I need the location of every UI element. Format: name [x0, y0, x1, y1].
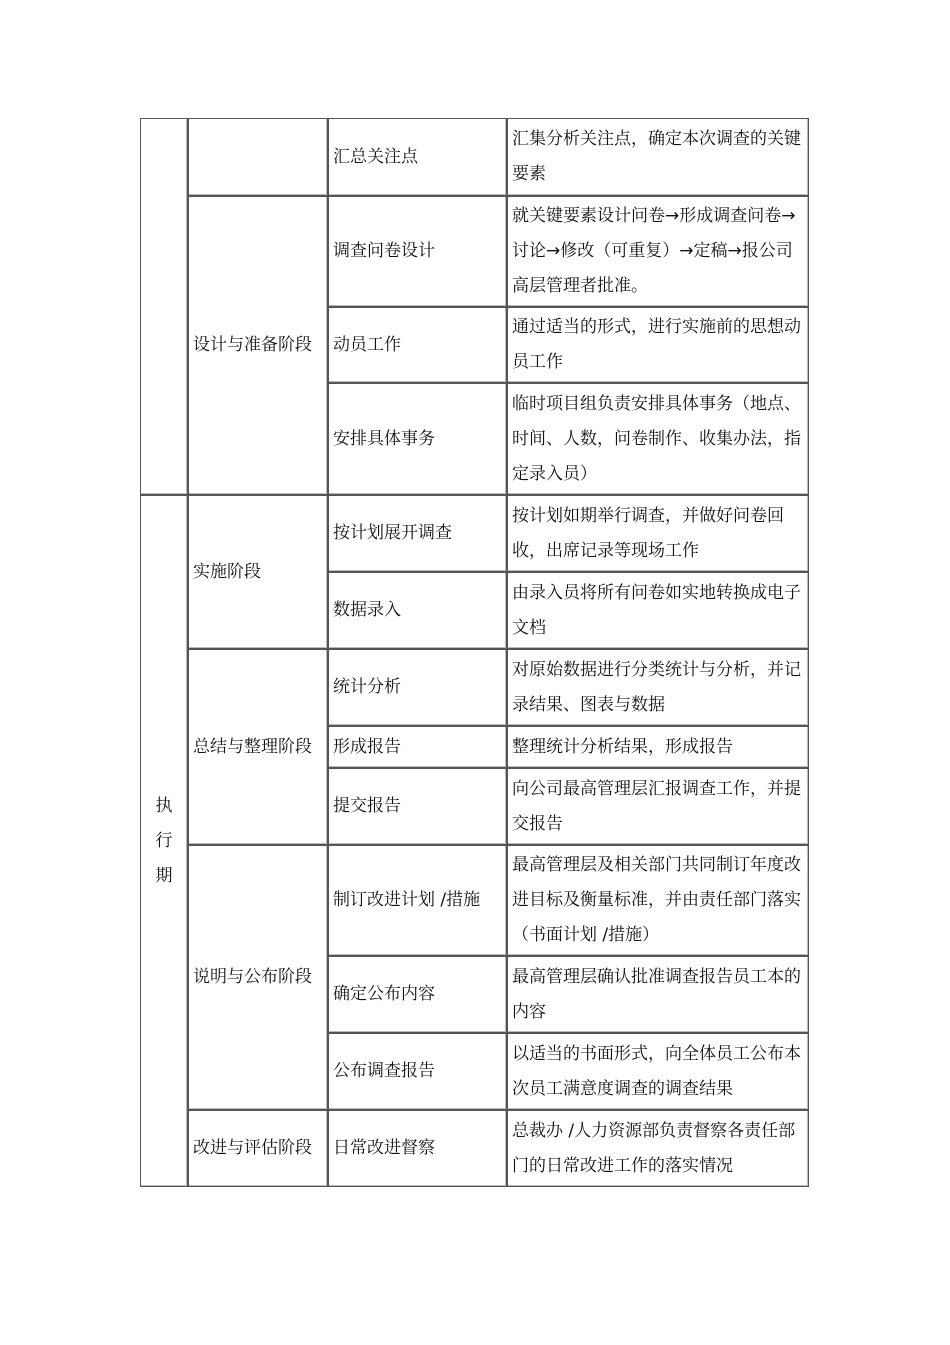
- period-label: 执行期: [155, 795, 173, 886]
- step-cell: 安排具体事务: [328, 383, 507, 495]
- step-cell: 统计分析: [328, 649, 507, 726]
- step-cell: 调查问卷设计: [328, 196, 507, 307]
- desc-cell: 以适当的书面形式，向全体员工公布本次员工满意度调查的调查结果: [507, 1033, 809, 1110]
- step-cell: 数据录入: [328, 572, 507, 649]
- desc-cell: 由录入员将所有问卷如实地转换成电子文档: [507, 572, 809, 649]
- desc-cell: 按计划如期举行调查，并做好问卷回收，出席记录等现场工作: [507, 495, 809, 572]
- step-cell: 制订改进计划 /措施: [328, 845, 507, 956]
- stage-cell-implementation: 实施阶段: [188, 495, 328, 649]
- step-cell: 提交报告: [328, 768, 507, 845]
- step-cell: 形成报告: [328, 726, 507, 768]
- desc-cell: 向公司最高管理层汇报调查工作，并提交报告: [507, 768, 809, 845]
- stage-cell-empty: [188, 118, 328, 196]
- desc-cell: 总裁办 /人力资源部负责督察各责任部门的日常改进工作的落实情况: [507, 1110, 809, 1187]
- stage-cell-improvement: 改进与评估阶段: [188, 1110, 328, 1187]
- desc-cell: 临时项目组负责安排具体事务（地点、时间、人数，问卷制作、收集办法，指定录入员）: [507, 383, 809, 495]
- desc-cell: 汇集分析关注点，确定本次调查的关键要素: [507, 118, 809, 196]
- period-cell-top: [140, 118, 188, 495]
- step-cell: 公布调查报告: [328, 1033, 507, 1110]
- step-cell: 日常改进督察: [328, 1110, 507, 1187]
- survey-process-table: [140, 118, 809, 1187]
- desc-cell: 整理统计分析结果，形成报告: [507, 726, 809, 768]
- desc-cell: 对原始数据进行分类统计与分析，并记录结果、图表与数据: [507, 649, 809, 726]
- desc-cell: 最高管理层确认批准调查报告员工本的内容: [507, 956, 809, 1033]
- step-cell: 汇总关注点: [328, 118, 507, 196]
- step-cell: 动员工作: [328, 307, 507, 383]
- desc-cell: 就关键要素设计问卷→形成调查问卷→讨论→修改（可重复）→定稿→报公司高层管理者批准。: [507, 196, 809, 307]
- desc-cell: 最高管理层及相关部门共同制订年度改进目标及衡量标准，并由责任部门落实（书面计划 /措施）: [507, 845, 809, 956]
- period-cell-execution: [140, 495, 188, 1187]
- stage-cell-announcement: 说明与公布阶段: [188, 845, 328, 1110]
- stage-cell-design: 设计与准备阶段: [188, 196, 328, 495]
- stage-cell-summary: 总结与整理阶段: [188, 649, 328, 845]
- step-cell: 按计划展开调查: [328, 495, 507, 572]
- desc-cell: 通过适当的形式，进行实施前的思想动员工作: [507, 307, 809, 383]
- step-cell: 确定公布内容: [328, 956, 507, 1033]
